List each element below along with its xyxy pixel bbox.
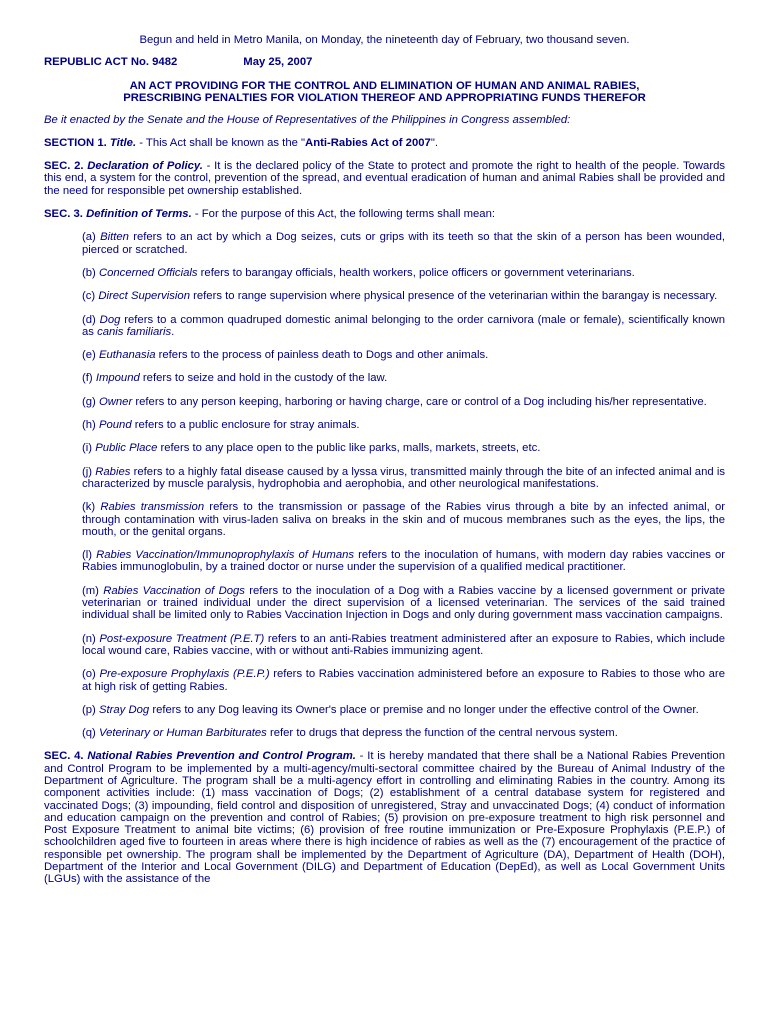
section-1-number: SECTION 1. <box>44 136 107 149</box>
document-page <box>44 0 725 886</box>
definition-text: refers to range supervision where physical presence of the veterinarian within the barangay is necessary. <box>189 290 718 303</box>
definition-label: (d) <box>82 313 100 326</box>
section-1-title: Title. <box>109 136 137 149</box>
definition-a <box>44 231 725 256</box>
definition-term: Rabies <box>95 465 131 478</box>
definition-term: Veterinary or Human Barbiturates <box>98 727 267 740</box>
definition-label: (i) <box>82 442 96 455</box>
act-title-line-2: PRESCRIBING PENALTIES FOR VIOLATION THEREOF AND APPROPRIATING FUNDS THEREFOR <box>123 91 646 104</box>
definition-label: (k) <box>82 501 101 514</box>
definition-text: refers to a common quadruped domestic animal belonging to the order carnivora (male or female), scientifically known as <box>82 313 725 338</box>
definition-term: Impound <box>95 372 140 385</box>
begun-statement: Begun and held in Metro Manila, on Monday, the nineteenth day of February, two thousand seven. <box>139 34 630 46</box>
definition-label: (c) <box>82 290 99 303</box>
section-3-text: - For the purpose of this Act, the following terms shall mean: <box>191 208 496 221</box>
definition-term: Owner <box>98 395 133 408</box>
definition-p <box>44 704 725 716</box>
section-4 <box>44 750 725 885</box>
act-title-line-1: AN ACT PROVIDING FOR THE CONTROL AND ELIMINATION OF HUMAN AND ANIMAL RABIES, <box>129 79 640 92</box>
definition-label: (l) <box>82 549 97 562</box>
definition-term: Rabies Vaccination of Dogs <box>103 584 245 597</box>
definition-b <box>44 267 725 279</box>
definition-label: (b) <box>82 266 99 279</box>
definition-text: refers to Rabies vaccination administered before an exposure to Rabies to those who are at high risk of getting Rabies. <box>82 668 725 693</box>
definition-term: Bitten <box>100 231 129 244</box>
section-1-text-before: - This Act shall be known as the " <box>136 136 306 149</box>
act-number: REPUBLIC ACT No. 9482 <box>44 56 178 69</box>
definition-c <box>44 290 725 302</box>
definition-text: refers to barangay officials, health workers, police officers or government veterinarians. <box>197 266 635 279</box>
definition-term: Rabies transmission <box>100 501 205 514</box>
section-3 <box>44 208 725 220</box>
definition-text: refers to any place open to the public like parks, malls, markets, streets, etc. <box>157 442 541 455</box>
definition-o <box>44 668 725 693</box>
definition-text: refers to a highly fatal disease caused by a lyssa virus, transmitted mainly through the bite of an infected animal and is characterized by muscle paralysis, hydrophobia and aerophobia, and other neurological manifestations. <box>82 465 725 490</box>
act-title <box>44 80 725 104</box>
section-2-title: Declaration of Policy. <box>87 160 203 173</box>
definition-label: (n) <box>82 632 100 645</box>
definition-text: refers to the inoculation of humans, with modern day rabies vaccines or Rabies immunoglobulin, by a trained doctor or nurse under the supervision of a qualified medical practitioner. <box>82 549 725 574</box>
section-4-title: National Rabies Prevention and Control Program. <box>87 750 356 763</box>
section-3-title: Definition of Terms. <box>86 208 192 221</box>
definition-term: Pound <box>98 419 132 432</box>
definition-text: refers to the process of painless death to Dogs and other animals. <box>155 349 489 362</box>
definition-term: Rabies Vaccination/Immunoprophylaxis of Humans <box>96 549 355 562</box>
definition-i <box>44 442 725 454</box>
section-2-text: - It is the declared policy of the State to protect and promote the right to health of the people. Towards this end, a system for the control, prevention of the spread, and eventual eradication of human and animal Rabies shall be provided and the need for responsible pet ownership established. <box>44 160 726 197</box>
definition-q <box>44 727 725 739</box>
definition-text: refers to an act by which a Dog seizes, cuts or grips with its teeth so that the skin of a person has been wounded, pierced or scratched. <box>82 231 725 256</box>
definition-label: (a) <box>82 231 101 244</box>
definition-text: refers to seize and hold in the custody of the law. <box>139 372 388 385</box>
definition-h <box>44 419 725 431</box>
definition-label: (p) <box>82 703 99 716</box>
definition-m <box>44 585 725 622</box>
definition-n <box>44 633 725 658</box>
section-2 <box>44 160 725 197</box>
section-4-number: SEC. 4. <box>44 750 84 763</box>
definition-term: Stray Dog <box>98 703 150 716</box>
definition-text: refers to a public enclosure for stray animals. <box>131 419 360 432</box>
definition-label: (f) <box>82 372 96 385</box>
definition-text: refers to an anti-Rabies treatment administered after an exposure to Rabies, which include local wound care, Rabies vaccine, with or without anti-Rabies immunizing agent. <box>82 632 725 657</box>
definition-text: refers to any Dog leaving its Owner's place or premise and no longer under the effective control of the Owner. <box>149 703 699 716</box>
definition-term: Direct Supervision <box>98 290 190 303</box>
scientific-name: canis familiaris <box>97 325 172 338</box>
definition-label: (e) <box>82 349 99 362</box>
definition-term: Public Place <box>95 442 158 455</box>
section-1-short-title: Anti-Rabies Act of 2007 <box>305 136 431 149</box>
definition-term: Concerned Officials <box>98 266 198 279</box>
section-2-number: SEC. 2. <box>44 160 84 173</box>
definition-label: (j) <box>82 465 96 478</box>
definition-term: Pre-exposure Prophylaxis (P.E.P.) <box>99 668 270 681</box>
definition-label: (o) <box>82 668 100 681</box>
definition-label: (g) <box>82 395 99 408</box>
section-3-number: SEC. 3. <box>44 208 83 221</box>
section-1-text-after: ". <box>430 136 438 149</box>
act-header-line <box>44 56 725 68</box>
definition-j <box>44 466 725 491</box>
definition-k <box>44 501 725 538</box>
definition-term: Post-exposure Treatment (P.E.T) <box>99 632 265 645</box>
definition-label: (m) <box>82 584 104 597</box>
enacting-clause: Be it enacted by the Senate and the House of Representatives of the Philippines in Congress assembled: <box>44 113 571 126</box>
section-4-text: - It is hereby mandated that there shall be a National Rabies Prevention and Control Program to be implemented by a multi-agency/multi-sectoral committee chaired by the Bureau of Animal Industry of the Department of Agriculture. The program shall be a multi-agency effort in controlling and eliminating Rabies in the country. Among its component activities include: (1) mass vaccination of Dogs; (2) establishment of a central database system for registered and vaccinated Dogs; (3) impounding, field control and disposition of unregistered, Stray and unvaccinated Dogs; (4) conduct of information and education campaign on the prevention and control of Rabies; (5) provision on pre-exposure treatment to high risk personnel and Post Exposure Treatment to animal bite victims; (6) provision of free routine immunization or Pre-Exposure Prophylaxis (P.E.P.) of schoolchildren aged five to fourteen in areas where there is high incidence of rabies as well as the (7) encouragement of the practice of responsible pet ownership. The program shall be implemented by the Department of Agriculture (DA), Department of Health (DOH), Department of the Interior and Local Government (DILG) and Department of Education (DepEd), as well as Local Government Units (LGUs) with the assistance of the <box>44 750 725 886</box>
definition-f <box>44 372 725 384</box>
definition-l <box>44 549 725 574</box>
section-1 <box>44 137 725 149</box>
definition-term: Euthanasia <box>98 349 156 362</box>
definition-d <box>44 314 725 339</box>
definition-text: refer to drugs that depress the function of the central nervous system. <box>266 727 618 740</box>
definition-text: refers to the inoculation of a Dog with a Rabies vaccine by a licensed government or private veterinarian or trained individual under the direct supervision of a licensed veterinarian. The services of the said trained individual shall be limited only to Rabies Vaccination Injection in Dogs and only during government mass vaccination campaigns. <box>82 584 726 622</box>
definition-e <box>44 349 725 361</box>
definition-label: (q) <box>82 727 99 740</box>
definition-text: refers to the transmission or passage of the Rabies virus through a bite by an infected animal, or through contamination with virus-laden saliva on breaks in the skin and of mucous membranes such as the eyes, the lips, the mouth, or the genital organs. <box>82 501 726 538</box>
definition-g <box>44 396 725 408</box>
definition-label: (h) <box>82 419 99 432</box>
definition-text: refers to any person keeping, harboring or having charge, care or control of a Dog including his/her representative. <box>132 395 707 408</box>
definition-text-end: . <box>171 325 175 338</box>
act-date: May 25, 2007 <box>243 56 313 69</box>
definition-term: Dog <box>99 313 121 326</box>
